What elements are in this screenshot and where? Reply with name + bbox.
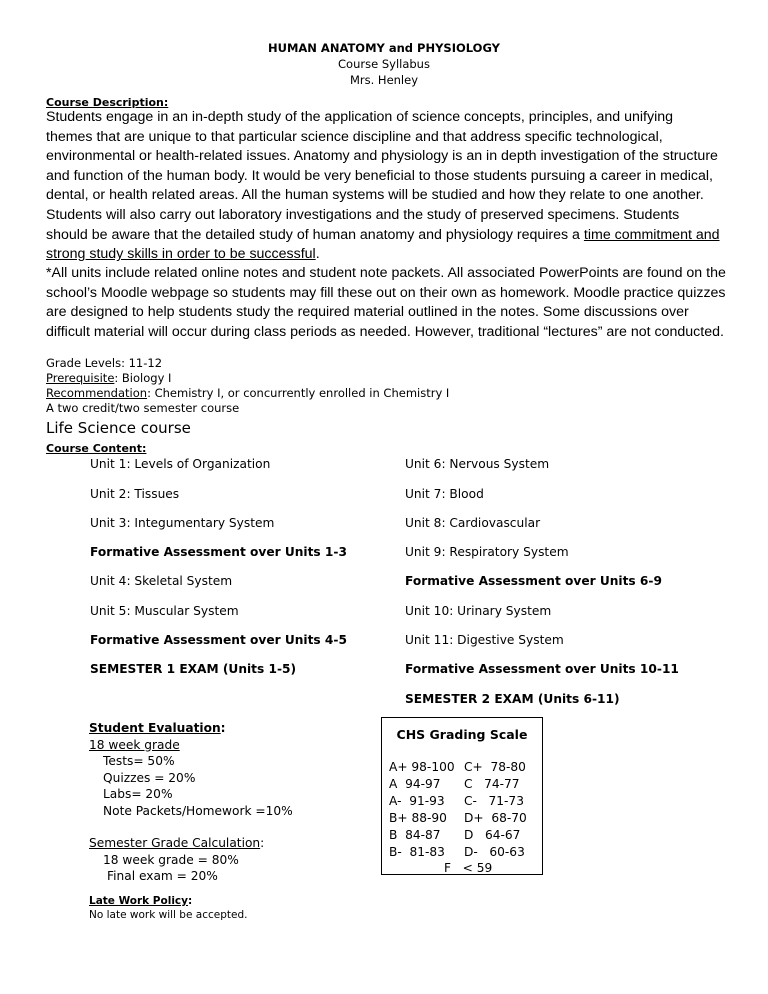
unit-left-3: Unit 3: Integumentary System (90, 516, 275, 530)
unit-left-2: Unit 2: Tissues (90, 487, 180, 501)
unit-left-4: Formative Assessment over Units 1-3 (90, 545, 347, 559)
course-info (46, 356, 449, 416)
course-subtitle: Course Syllabus (338, 57, 430, 71)
unit-left-6: Unit 5: Muscular System (90, 604, 239, 618)
eval-item: Note Packets/Homework =10% (103, 803, 293, 818)
document-header (0, 40, 768, 88)
recommendation (46, 386, 449, 401)
prerequisite-value: : Biology I (114, 371, 172, 385)
late-work-heading (89, 894, 247, 908)
semester-grade-heading: Semester Grade Calculation: (89, 836, 265, 850)
late-work-colon: : (188, 895, 193, 907)
eval-item: Tests= 50% (103, 754, 175, 768)
late-work-policy (89, 894, 247, 922)
unit-right-7: Unit 11: Digestive System (405, 633, 564, 647)
description-underlined: time commitment and strong study skills in order to be successful (46, 226, 720, 263)
student-evaluation-heading (89, 720, 293, 737)
scale-f: F < 59 (444, 861, 493, 875)
course-title: HUMAN ANATOMY and PHYSIOLOGY (268, 41, 500, 55)
course-note: *All units include related online notes and student note packets. All associated PowerPoints are found on the school’s Moodle webpage so students may fill these out on their own as homework. Moodle practice quizzes are designed to help students study the required material outlined in the notes. Some discussions over difficult material will occur during class periods as needed. However, traditional “lectures” are not conducted. (46, 265, 726, 340)
unit-left-7: Formative Assessment over Units 4-5 (90, 633, 347, 647)
scale-left-1: A+ 98-100 (389, 760, 455, 774)
grading-scale-title: CHS Grading Scale (396, 727, 528, 742)
unit-right-8: Formative Assessment over Units 10-11 (405, 662, 679, 676)
scale-left-6: B- 81-83 (389, 845, 445, 859)
scale-right-3: C- 71-73 (464, 794, 524, 808)
description-end: . (315, 246, 320, 263)
semester-grade-label: Semester Grade Calculation (89, 836, 261, 850)
scale-left-4: B+ 88-90 (389, 811, 447, 825)
scale-right-6: D- 60-63 (464, 845, 525, 859)
eval-item: Labs= 20% (103, 787, 173, 801)
recommendation-label: Recommendation (46, 386, 148, 400)
unit-left-5: Unit 4: Skeletal System (90, 574, 233, 588)
eval-item: Quizzes = 20% (103, 770, 196, 785)
recommendation-value: : Chemistry I, or concurrently enrolled in Chemistry I (147, 386, 450, 400)
grading-scale-box (381, 717, 543, 875)
unit-left-8: SEMESTER 1 EXAM (Units 1-5) (90, 662, 297, 676)
unit-right-5: Formative Assessment over Units 6-9 (405, 574, 662, 588)
course-content-label: Course Content: (46, 442, 147, 455)
scale-left-2: A 94-97 (389, 777, 441, 791)
course-description-label: Course Description: (46, 96, 169, 109)
late-work-text: No late work will be accepted. (89, 909, 248, 921)
scale-right-1: C+ 78-80 (464, 760, 526, 774)
prerequisite (46, 371, 449, 386)
life-science-label: Life Science course (46, 419, 191, 437)
scale-left-3: A- 91-93 (389, 794, 445, 808)
scale-right-4: D+ 68-70 (464, 811, 527, 825)
unit-right-9: SEMESTER 2 EXAM (Units 6-11) (405, 692, 620, 706)
prerequisite-label: Prerequisite (46, 371, 115, 385)
credit-info: A two credit/two semester course (46, 401, 240, 415)
scale-right-5: D 64-67 (464, 828, 521, 842)
student-evaluation-colon: : (220, 721, 226, 735)
unit-right-2: Unit 7: Blood (405, 487, 484, 501)
eighteen-week-grade-label: 18 week grade (89, 737, 180, 752)
teacher-name: Mrs. Henley (349, 73, 419, 87)
scale-right-2: C 74-77 (464, 777, 520, 791)
semester-item: 18 week grade = 80% (103, 852, 239, 867)
unit-left-1: Unit 1: Levels of Organization (90, 457, 271, 471)
late-work-label: Late Work Policy (89, 895, 188, 907)
unit-right-1: Unit 6: Nervous System (405, 457, 550, 471)
unit-right-6: Unit 10: Urinary System (405, 604, 552, 618)
unit-right-4: Unit 9: Respiratory System (405, 545, 569, 559)
student-evaluation-label: Student Evaluation (89, 721, 221, 735)
course-description-text (46, 108, 722, 265)
student-evaluation (89, 720, 293, 885)
grade-levels: Grade Levels: 11-12 (46, 356, 163, 370)
description-main: Students engage in an in-depth study of the application of science concepts, principles, and unifying themes that are unique to that particular science discipline and that address specific technological, environmental or health-related issues. Anatomy and physiology is an in depth investigation of the structure and function of the human body. It would be very beneficial to those students pursuing a career in medical, dental, or health related areas. All the human systems will be studied and how they relate to one another. Students will also carry out laboratory investigations and the study of preserved specimens. Students should be aware that the detailed study of human anatomy and physiology requires a (46, 109, 718, 243)
scale-left-5: B 84-87 (389, 828, 441, 842)
unit-right-3: Unit 8: Cardiovascular (405, 516, 541, 530)
semester-item: Final exam = 20% (107, 869, 218, 883)
